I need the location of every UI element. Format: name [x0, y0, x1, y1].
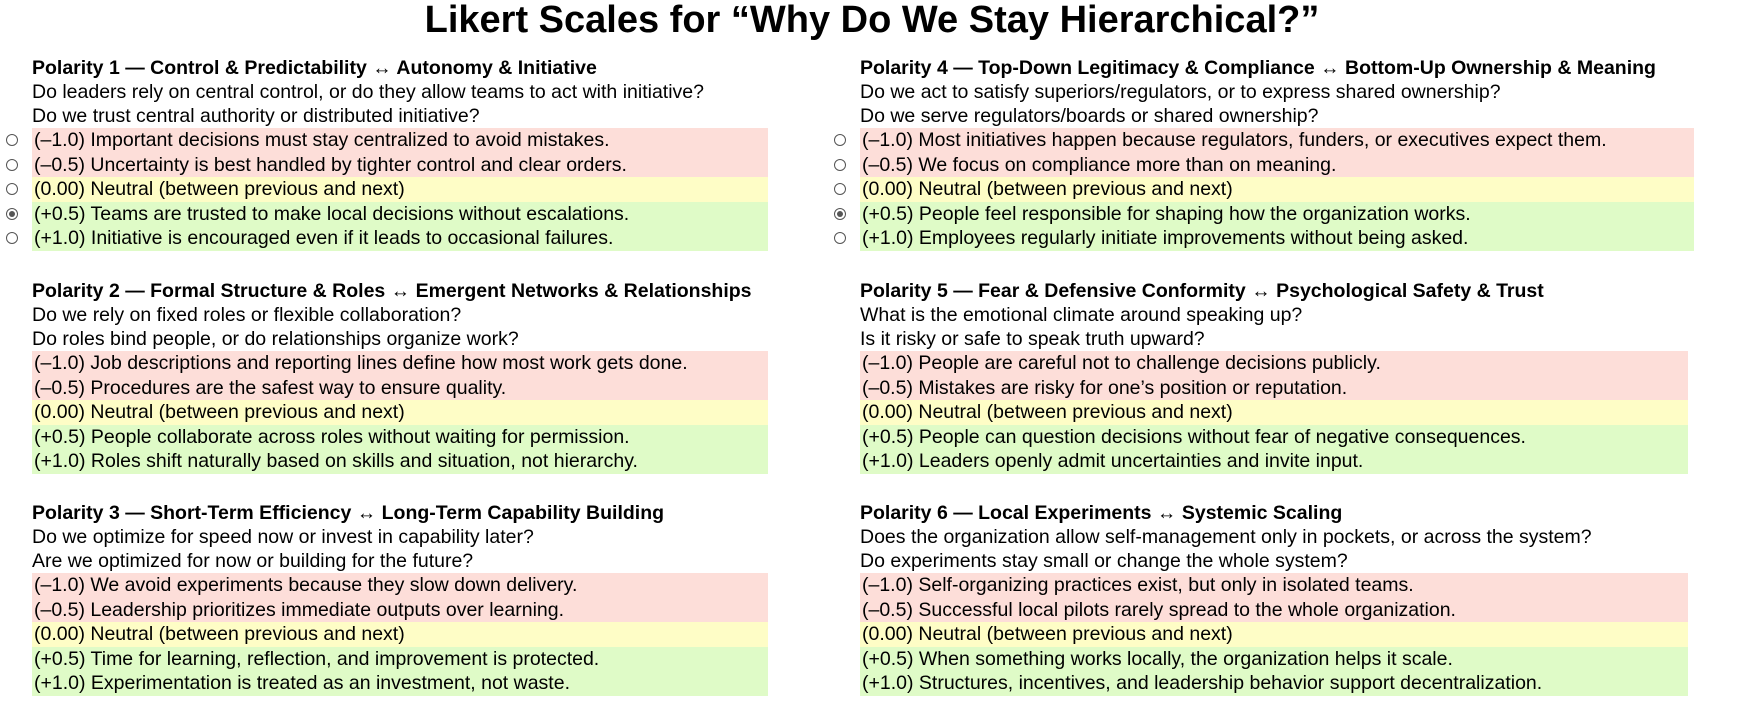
radio-button[interactable] — [6, 183, 18, 195]
likert-option: (+0.5) People can question decisions without fear of negative consequences. — [860, 425, 1688, 450]
radio-button[interactable] — [6, 159, 18, 171]
likert-option[interactable]: (0.00) Neutral (between previous and next) — [32, 177, 768, 202]
polarity-question: Do we act to satisfy superiors/regulators, or to express shared ownership? — [860, 81, 1501, 103]
page-title: Likert Scales for “Why Do We Stay Hierarchical?” — [424, 0, 1320, 41]
radio-button[interactable] — [834, 134, 846, 146]
likert-options — [32, 128, 768, 251]
likert-option: (–1.0) People are careful not to challenge decisions publicly. — [860, 351, 1688, 376]
likert-option: (+0.5) People collaborate across roles without waiting for permission. — [32, 425, 768, 450]
polarity-question: Are we optimized for now or building for the future? — [32, 550, 474, 572]
likert-option: (–1.0) Job descriptions and reporting lines define how most work gets done. — [32, 351, 768, 376]
likert-option: (+0.5) Time for learning, reflection, and improvement is protected. — [32, 647, 768, 672]
polarity-question: Do we trust central authority or distributed initiative? — [32, 105, 480, 127]
radio-button[interactable] — [6, 134, 18, 146]
radio-button-selected[interactable] — [834, 208, 846, 220]
likert-option: (0.00) Neutral (between previous and next) — [860, 400, 1688, 425]
likert-option: (–1.0) Self-organizing practices exist, but only in isolated teams. — [860, 573, 1688, 598]
likert-option: (–1.0) We avoid experiments because they slow down delivery. — [32, 573, 768, 598]
likert-options — [854, 573, 1688, 696]
polarity-question: Is it risky or safe to speak truth upward? — [860, 328, 1205, 350]
polarity-heading: Polarity 2 — Formal Structure & Roles ↔ Emergent Networks & Relationships — [32, 280, 752, 302]
radio-button[interactable] — [6, 232, 18, 244]
likert-option[interactable]: (–0.5) Uncertainty is best handled by tighter control and clear orders. — [32, 153, 768, 178]
likert-option: (+1.0) Structures, incentives, and leadership behavior support decentralization. — [860, 671, 1688, 696]
polarity-heading: Polarity 1 — Control & Predictability ↔ Autonomy & Initiative — [32, 57, 597, 79]
likert-option: (–0.5) Leadership prioritizes immediate outputs over learning. — [32, 598, 768, 623]
likert-option[interactable]: (–1.0) Most initiatives happen because regulators, funders, or executives expect them. — [860, 128, 1694, 153]
polarity-question: What is the emotional climate around speaking up? — [860, 304, 1303, 326]
polarity-question: Do we serve regulators/boards or shared ownership? — [860, 105, 1319, 127]
likert-option[interactable]: (0.00) Neutral (between previous and next) — [860, 177, 1694, 202]
polarity-question: Do experiments stay small or change the whole system? — [860, 550, 1348, 572]
likert-option: (0.00) Neutral (between previous and next) — [32, 400, 768, 425]
radio-button[interactable] — [834, 232, 846, 244]
likert-options — [860, 128, 1694, 251]
polarity-heading: Polarity 4 — Top-Down Legitimacy & Compliance ↔ Bottom-Up Ownership & Meaning — [860, 57, 1656, 79]
likert-option: (+1.0) Leaders openly admit uncertainties and invite input. — [860, 449, 1688, 474]
polarity-question: Do roles bind people, or do relationships organize work? — [32, 328, 519, 350]
likert-option[interactable]: (–1.0) Important decisions must stay centralized to avoid mistakes. — [32, 128, 768, 153]
polarity-6-block — [860, 501, 1744, 696]
likert-option: (–0.5) Procedures are the safest way to ensure quality. — [32, 376, 768, 401]
likert-option: (0.00) Neutral (between previous and next) — [860, 622, 1688, 647]
likert-options — [26, 573, 768, 696]
polarity-question: Do we rely on fixed roles or flexible collaboration? — [32, 304, 462, 326]
polarity-question: Do leaders rely on central control, or do they allow teams to act with initiative? — [32, 81, 704, 103]
polarity-5-block — [860, 279, 1744, 474]
polarity-4-block — [860, 56, 1744, 251]
likert-option[interactable]: (+0.5) People feel responsible for shaping how the organization works. — [860, 202, 1694, 227]
polarity-question: Do we optimize for speed now or invest in capability later? — [32, 526, 534, 548]
likert-option: (+1.0) Roles shift naturally based on skills and situation, not hierarchy. — [32, 449, 768, 474]
likert-option: (+0.5) When something works locally, the organization helps it scale. — [860, 647, 1688, 672]
likert-option[interactable]: (+0.5) Teams are trusted to make local decisions without escalations. — [32, 202, 768, 227]
polarity-heading: Polarity 3 — Short-Term Efficiency ↔ Long-Term Capability Building — [32, 502, 665, 524]
polarity-heading: Polarity 5 — Fear & Defensive Conformity ↔ Psychological Safety & Trust — [860, 280, 1544, 302]
radio-button-selected[interactable] — [6, 208, 18, 220]
polarity-heading: Polarity 6 — Local Experiments ↔ Systemic Scaling — [860, 502, 1343, 524]
likert-option[interactable]: (+1.0) Initiative is encouraged even if it leads to occasional failures. — [32, 226, 768, 251]
polarity-1-block — [32, 56, 922, 251]
likert-option[interactable]: (+1.0) Employees regularly initiate improvements without being asked. — [860, 226, 1694, 251]
likert-option: (–0.5) Mistakes are risky for one’s position or reputation. — [860, 376, 1688, 401]
likert-option: (–0.5) Successful local pilots rarely spread to the whole organization. — [860, 598, 1688, 623]
likert-option[interactable]: (–0.5) We focus on compliance more than on meaning. — [860, 153, 1694, 178]
likert-option: (+1.0) Experimentation is treated as an investment, not waste. — [32, 671, 768, 696]
polarity-3-block — [32, 501, 922, 696]
likert-options — [854, 351, 1688, 474]
radio-button[interactable] — [834, 183, 846, 195]
radio-button[interactable] — [834, 159, 846, 171]
polarity-2-block — [32, 279, 922, 474]
likert-option: (0.00) Neutral (between previous and next) — [32, 622, 768, 647]
likert-options — [26, 351, 768, 474]
polarity-question: Does the organization allow self-management only in pockets, or across the system? — [860, 526, 1592, 548]
